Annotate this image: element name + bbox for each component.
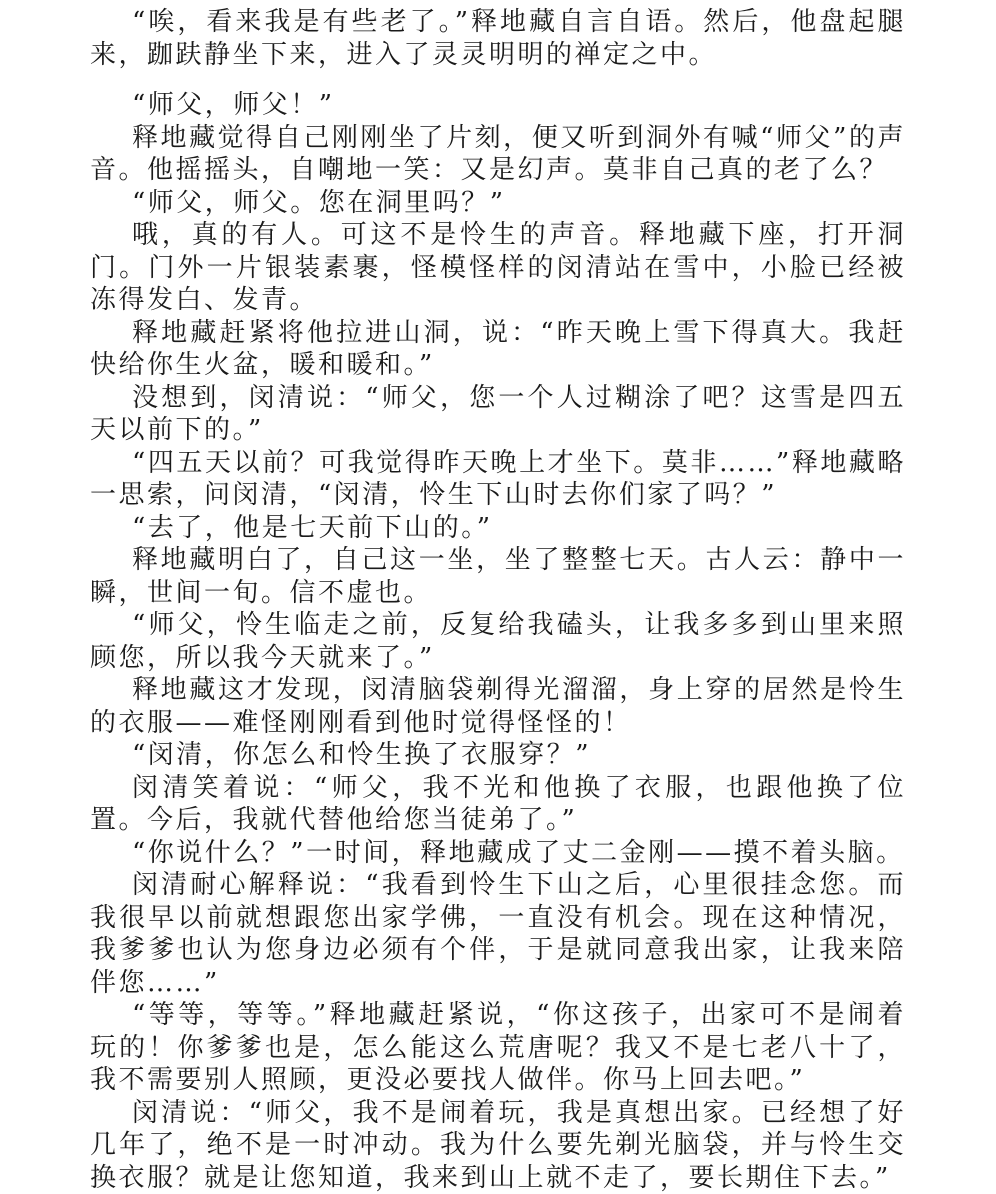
paragraph: “唉，看来我是有些老了。”释地藏自言自语。然后，他盘起腿来，跏趺静坐下来，进入了灵灵明明的禅定之中。 — [90, 6, 906, 71]
paragraph: “师父，师父。您在洞里吗？” — [90, 187, 906, 220]
paragraph: 闵清耐心解释说：“我看到怜生下山之后，心里很挂念您。而我很早以前就想跟您出家学佛，一直没有机会。现在这种情况，我爹爹也认为您身边必须有个伴，于是就同意我出家，让我来陪伴您……” — [90, 869, 906, 999]
paragraph: “去了，他是七天前下山的。” — [90, 512, 906, 545]
paragraph: 哦，真的有人。可这不是怜生的声音。释地藏下座，打开洞门。门外一片银装素裹，怪模怪样的闵清站在雪中，小脸已经被冻得发白、发青。 — [90, 219, 906, 317]
paragraph: “四五天以前？可我觉得昨天晚上才坐下。莫非……”释地藏略一思索，问闵清，“闵清，怜生下山时去你们家了吗？” — [90, 447, 906, 512]
paragraph: “等等，等等。”释地藏赶紧说，“你这孩子，出家可不是闹着玩的！你爹爹也是，怎么能这么荒唐呢？我又不是七老八十了，我不需要别人照顾，更没必要找人做伴。你马上回去吧。” — [90, 999, 906, 1097]
paragraph: 释地藏赶紧将他拉进山洞，说：“昨天晚上雪下得真大。我赶快给你生火盆，暖和暖和。” — [90, 317, 906, 382]
paragraph: “闵清，你怎么和怜生换了衣服穿？” — [90, 739, 906, 772]
paragraph: 释地藏这才发现，闵清脑袋剃得光溜溜，身上穿的居然是怜生的衣服——难怪刚刚看到他时觉得怪怪的！ — [90, 674, 906, 739]
paragraph: “你说什么？”一时间，释地藏成了丈二金刚——摸不着头脑。 — [90, 837, 906, 870]
paragraph: 释地藏明白了，自己这一坐，坐了整整七天。古人云：静中一瞬，世间一旬。信不虚也。 — [90, 544, 906, 609]
paragraph: 闵清笑着说：“师父，我不光和他换了衣服，也跟他换了位置。今后，我就代替他给您当徒弟了。” — [90, 772, 906, 837]
paragraph: 闵清说：“师父，我不是闹着玩，我是真想出家。已经想了好几年了，绝不是一时冲动。我为什么要先剃光脑袋，并与怜生交换衣服？就是让您知道，我来到山上就不走了，要长期住下去。” — [90, 1097, 906, 1194]
paragraph: 释地藏觉得自己刚刚坐了片刻，便又听到洞外有喊“师父”的声音。他摇摇头，自嘲地一笑：又是幻声。莫非自己真的老了么？ — [90, 122, 906, 187]
paragraph: “师父，怜生临走之前，反复给我磕头，让我多多到山里来照顾您，所以我今天就来了。” — [90, 609, 906, 674]
paragraph: “师父，师父！” — [90, 89, 906, 122]
paragraph: 没想到，闵清说：“师父，您一个人过糊涂了吧？这雪是四五天以前下的。” — [90, 382, 906, 447]
